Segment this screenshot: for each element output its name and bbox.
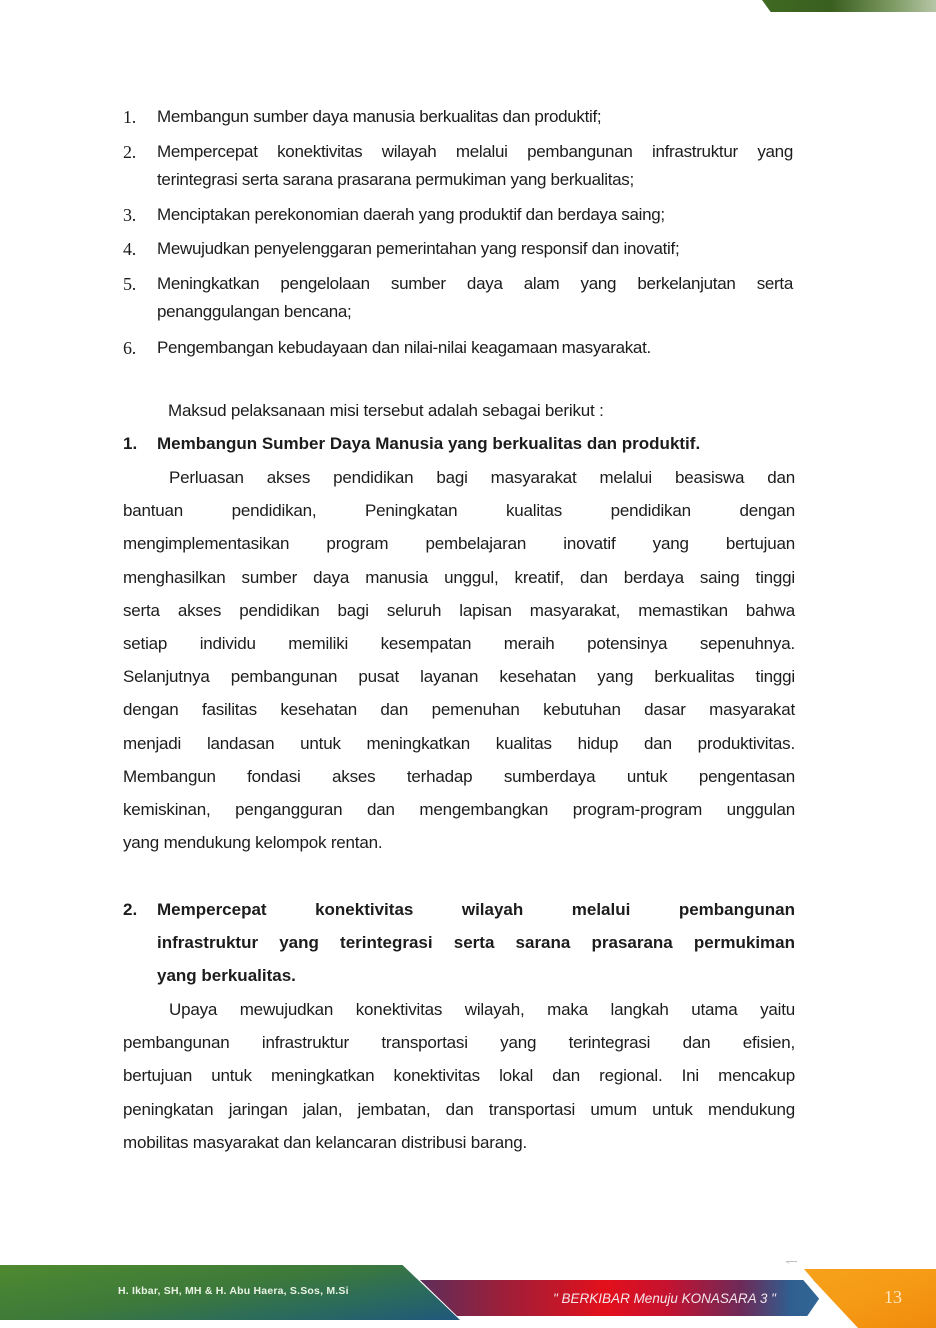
paragraph-line: bantuan pendidikan, Peningkatan kualitas pendidikan dengan bbox=[123, 501, 795, 521]
footer-tagline: " BERKIBAR Menuju KONASARA 3 " bbox=[553, 1291, 776, 1306]
mission-number: 6. bbox=[123, 338, 136, 358]
paragraph-line: Perluasan akses pendidikan bagi masyarakat melalui beasiswa dan bbox=[169, 468, 795, 487]
paragraph-line: kemiskinan, pengangguran dan mengembangkan program-program unggulan bbox=[123, 799, 795, 819]
mission-text: penanggulangan bencana; bbox=[157, 302, 352, 321]
paragraph-line: menjadi landasan untuk meningkatkan kualitas hidup dan produktivitas. bbox=[123, 733, 795, 753]
section-title-line: yang berkualitas. bbox=[157, 966, 296, 985]
section-title-line: Membangun Sumber Daya Manusia yang berkualitas dan produktif. bbox=[157, 434, 701, 453]
mission-number: 5. bbox=[123, 274, 136, 294]
paragraph-line: serta akses pendidikan bagi seluruh lapisan masyarakat, memastikan bahwa bbox=[123, 600, 795, 620]
mission-text: Membangun sumber daya manusia berkualitas dan produktif; bbox=[157, 107, 602, 126]
paragraph-line: dengan fasilitas kesehatan dan pemenuhan kebutuhan dasar masyarakat bbox=[123, 700, 795, 720]
intro-text: Maksud pelaksanaan misi tersebut adalah sebagai berikut : bbox=[168, 401, 604, 420]
page-footer bbox=[0, 1255, 936, 1328]
paragraph-line: menghasilkan sumber daya manusia unggul, kreatif, dan berdaya saing tinggi bbox=[123, 567, 795, 587]
section-title-line: infrastruktur yang terintegrasi serta sarana prasarana permukiman bbox=[157, 933, 795, 952]
mission-text: Mewujudkan penyelenggaran pemerintahan yang responsif dan inovatif; bbox=[157, 239, 680, 258]
page-number: 13 bbox=[884, 1287, 902, 1307]
mission-text: Pengembangan kebudayaan dan nilai-nilai keagamaan masyarakat. bbox=[157, 338, 651, 357]
mission-number: 3. bbox=[123, 205, 136, 225]
paragraph-line: Selanjutnya pembangunan pusat layanan kesehatan yang berkualitas tinggi bbox=[123, 667, 795, 687]
mission-text: Mempercepat konektivitas wilayah melalui pembangunan infrastruktur yang bbox=[157, 142, 793, 161]
paragraph-line: mobilitas masyarakat dan kelancaran distribusi barang. bbox=[123, 1132, 528, 1152]
paragraph-line: Membangun fondasi akses terhadap sumberdaya untuk pengentasan bbox=[123, 766, 795, 786]
header-decoration-band bbox=[762, 0, 936, 12]
section-number: 2. bbox=[123, 900, 138, 919]
paragraph-line: pembangunan infrastruktur transportasi yang terintegrasi dan efisien, bbox=[123, 1033, 795, 1053]
paragraph-line: bertujuan untuk meningkatkan konektivitas lokal dan regional. Ini mencakup bbox=[123, 1066, 795, 1086]
mission-text: terintegrasi serta sarana prasarana permukiman yang berkualitas; bbox=[157, 170, 634, 189]
mission-number: 1. bbox=[123, 107, 136, 127]
section-title-line: Mempercepat konektivitas wilayah melalui pembangunan bbox=[157, 900, 795, 919]
section-paragraph bbox=[123, 461, 795, 859]
mission-number: 2. bbox=[123, 142, 136, 162]
mission-number: 4. bbox=[123, 239, 136, 259]
paragraph-line: peningkatan jaringan jalan, jembatan, dan transportasi umum untuk mendukung bbox=[123, 1099, 795, 1119]
section-title bbox=[157, 427, 795, 460]
paragraph-line: yang mendukung kelompok rentan. bbox=[123, 833, 383, 853]
footer-authors: H. Ikbar, SH, MH & H. Abu Haera, S.Sos, M.Si bbox=[118, 1285, 349, 1297]
paragraph-line: mengimplementasikan program pembelajaran inovatif yang bertujuan bbox=[123, 534, 795, 554]
section-title bbox=[157, 893, 795, 992]
mission-text: Meningkatkan pengelolaan sumber daya alam yang berkelanjutan serta bbox=[157, 274, 793, 293]
paragraph-line: setiap individu memiliki kesempatan meraih potensinya sepenuhnya. bbox=[123, 633, 795, 653]
mission-text: Menciptakan perekonomian daerah yang produktif dan berdaya saing; bbox=[157, 205, 665, 224]
section-number: 1. bbox=[123, 434, 138, 453]
section-paragraph bbox=[123, 993, 795, 1159]
paragraph-line: Upaya mewujudkan konektivitas wilayah, maka langkah utama yaitu bbox=[169, 1000, 795, 1019]
